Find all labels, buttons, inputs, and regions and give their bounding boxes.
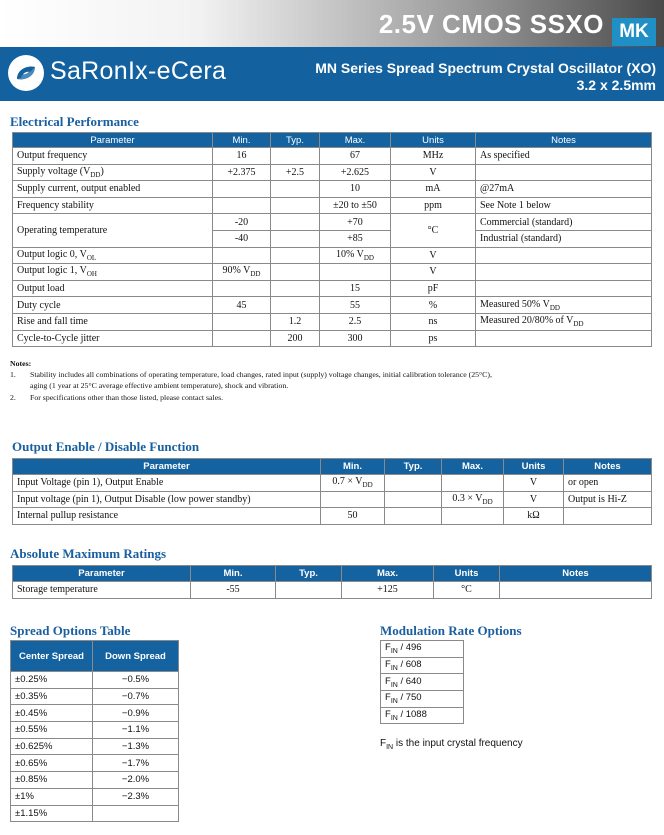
notes-cell bbox=[476, 264, 652, 281]
column-header: Parameter bbox=[13, 566, 191, 582]
parameter-cell: Supply current, output enabled bbox=[13, 181, 213, 198]
max-cell: 10% $V_{DD}$ bbox=[320, 247, 391, 264]
spread-options-table bbox=[10, 640, 179, 822]
company-logo-icon bbox=[8, 55, 44, 91]
modulation-note: $F_{IN}$ is the input crystal frequency bbox=[380, 738, 523, 751]
typ-cell bbox=[271, 264, 320, 281]
modulation-rate-cell: $F_{IN} / 640$ bbox=[381, 674, 464, 691]
notes-cell bbox=[476, 247, 652, 264]
modulation-rate-title: Modulation Rate Options bbox=[380, 623, 522, 638]
max-cell: 2.5 bbox=[320, 313, 391, 330]
column-header: Min. bbox=[321, 459, 385, 475]
modulation-rate-cell: $F_{IN} / 608$ bbox=[381, 657, 464, 674]
company-logo-text: SaRonIx-eCera bbox=[50, 57, 227, 85]
max-cell: 67 bbox=[320, 148, 391, 165]
center-spread-cell: ±0.25% bbox=[11, 672, 93, 689]
units-cell: ps bbox=[391, 330, 476, 347]
modulation-rate-cell: $F_{IN} / 496$ bbox=[381, 641, 464, 658]
table-header-row bbox=[11, 641, 179, 672]
max-cell: 55 bbox=[320, 297, 391, 314]
table-row bbox=[13, 582, 652, 599]
table-row bbox=[13, 330, 652, 347]
column-header: Typ. bbox=[276, 566, 342, 582]
min-cell bbox=[213, 280, 271, 297]
modulation-rate-cell: $F_{IN} / 1088$ bbox=[381, 707, 464, 724]
center-spread-cell: ±0.65% bbox=[11, 755, 93, 772]
product-title: 2.5V CMOS SSXO bbox=[378, 9, 604, 39]
modulation-rate-cell: $F_{IN} / 750$ bbox=[381, 691, 464, 708]
down-spread-cell: −0.7% bbox=[93, 688, 179, 705]
notes-cell: Measured 50% $V_{DD}$ bbox=[476, 297, 652, 314]
down-spread-cell: −1.1% bbox=[93, 722, 179, 739]
parameter-cell: Rise and fall time bbox=[13, 313, 213, 330]
notes-cell: As specified bbox=[476, 148, 652, 165]
min-cell: -55 bbox=[191, 582, 276, 599]
parameter-cell: Supply voltage $(V_{DD})$ bbox=[13, 164, 213, 181]
absolute-max-table bbox=[12, 565, 652, 599]
min-cell: -20 bbox=[213, 214, 271, 231]
table-row bbox=[13, 247, 652, 264]
center-spread-cell: ±1% bbox=[11, 788, 93, 805]
note-number: 2. bbox=[10, 393, 16, 402]
typ-cell bbox=[271, 214, 320, 231]
typ-cell: 200 bbox=[271, 330, 320, 347]
min-cell: 16 bbox=[213, 148, 271, 165]
table-header-row bbox=[13, 133, 652, 148]
down-spread-cell: −0.9% bbox=[93, 705, 179, 722]
max-cell: +2.625 bbox=[320, 164, 391, 181]
typ-cell: 1.2 bbox=[271, 313, 320, 330]
table-row bbox=[13, 475, 652, 492]
table-row bbox=[381, 707, 464, 724]
typ-cell bbox=[271, 230, 320, 247]
max-cell: +70 bbox=[320, 214, 391, 231]
units-cell: V bbox=[391, 164, 476, 181]
typ-cell bbox=[271, 297, 320, 314]
center-spread-cell: ±0.35% bbox=[11, 688, 93, 705]
package-size: 3.2 x 2.5mm bbox=[576, 77, 656, 93]
column-header: Center Spread bbox=[11, 641, 93, 672]
column-header: Parameter bbox=[13, 133, 213, 148]
product-subtitle: MN Series Spread Spectrum Crystal Oscillator (XO) bbox=[315, 60, 656, 76]
center-spread-cell: ±0.55% bbox=[11, 722, 93, 739]
typ-cell: +2.5 bbox=[271, 164, 320, 181]
column-header: Notes bbox=[476, 133, 652, 148]
notes-cell bbox=[476, 164, 652, 181]
table-row bbox=[381, 674, 464, 691]
table-row bbox=[11, 705, 179, 722]
down-spread-cell bbox=[93, 805, 179, 822]
notes-cell: Measured 20/80% of $V_{DD}$ bbox=[476, 313, 652, 330]
typ-cell bbox=[271, 247, 320, 264]
min-cell: -40 bbox=[213, 230, 271, 247]
table-row bbox=[13, 297, 652, 314]
parameter-cell: Output load bbox=[13, 280, 213, 297]
table-row bbox=[381, 691, 464, 708]
notes-cell: Industrial (standard) bbox=[476, 230, 652, 247]
table-row bbox=[13, 197, 652, 214]
max-cell: +125 bbox=[342, 582, 434, 599]
typ-cell bbox=[276, 582, 342, 599]
down-spread-cell: −0.5% bbox=[93, 672, 179, 689]
table-row bbox=[13, 214, 652, 231]
max-cell bbox=[442, 508, 504, 525]
column-header: Down Spread bbox=[93, 641, 179, 672]
min-cell bbox=[213, 330, 271, 347]
column-header: Units bbox=[391, 133, 476, 148]
units-cell: ns bbox=[391, 313, 476, 330]
table-row bbox=[381, 641, 464, 658]
units-cell: V bbox=[391, 247, 476, 264]
center-spread-cell: ±0.85% bbox=[11, 772, 93, 789]
parameter-cell: Duty cycle bbox=[13, 297, 213, 314]
center-spread-cell: ±1.15% bbox=[11, 805, 93, 822]
typ-cell bbox=[271, 197, 320, 214]
notes-cell bbox=[500, 582, 652, 599]
notes-cell bbox=[476, 330, 652, 347]
column-header: Notes bbox=[500, 566, 652, 582]
min-cell bbox=[213, 247, 271, 264]
units-cell: MHz bbox=[391, 148, 476, 165]
min-cell bbox=[213, 313, 271, 330]
min-cell: 50 bbox=[321, 508, 385, 525]
typ-cell bbox=[385, 475, 442, 492]
min-cell: $0.7 \times V_{DD}$ bbox=[321, 475, 385, 492]
down-spread-cell: −2.3% bbox=[93, 788, 179, 805]
max-cell: 10 bbox=[320, 181, 391, 198]
max-cell: $0.3 \times V_{DD}$ bbox=[442, 491, 504, 508]
max-cell: 300 bbox=[320, 330, 391, 347]
parameter-cell: Frequency stability bbox=[13, 197, 213, 214]
units-cell: V bbox=[504, 491, 564, 508]
column-header: Min. bbox=[213, 133, 271, 148]
column-header: Units bbox=[434, 566, 500, 582]
table-row bbox=[11, 772, 179, 789]
output-enable-title: Output Enable / Disable Function bbox=[12, 439, 200, 454]
typ-cell bbox=[385, 491, 442, 508]
units-cell: % bbox=[391, 297, 476, 314]
parameter-cell: Internal pullup resistance bbox=[13, 508, 321, 525]
notes-cell bbox=[564, 508, 652, 525]
note-text: aging (1 year at 25°C average effective ambient temperature), shock and vibration. bbox=[30, 381, 289, 390]
max-cell: ±20 to ±50 bbox=[320, 197, 391, 214]
units-cell: V bbox=[504, 475, 564, 492]
units-cell: pF bbox=[391, 280, 476, 297]
parameter-cell: Cycle-to-Cycle jitter bbox=[13, 330, 213, 347]
table-header-row bbox=[13, 566, 652, 582]
parameter-cell: Output logic 1, $V_{OH}$ bbox=[13, 264, 213, 281]
note-text: Stability includes all combinations of operating temperature, load changes, rated input (supply) voltage changes, initial calibration tolerance (25°C), bbox=[30, 370, 492, 379]
parameter-cell: Output logic 0, $V_{OL}$ bbox=[13, 247, 213, 264]
notes-cell: @27mA bbox=[476, 181, 652, 198]
table-row bbox=[11, 722, 179, 739]
max-cell bbox=[320, 264, 391, 281]
table-row bbox=[13, 264, 652, 281]
notes-cell bbox=[476, 280, 652, 297]
down-spread-cell: −1.7% bbox=[93, 755, 179, 772]
series-badge: MK bbox=[612, 18, 656, 46]
notes-cell: Commercial (standard) bbox=[476, 214, 652, 231]
min-cell: 90% $V_{DD}$ bbox=[213, 264, 271, 281]
units-cell: kΩ bbox=[504, 508, 564, 525]
down-spread-cell: −2.0% bbox=[93, 772, 179, 789]
column-header: Max. bbox=[442, 459, 504, 475]
max-cell: +85 bbox=[320, 230, 391, 247]
min-cell: +2.375 bbox=[213, 164, 271, 181]
typ-cell bbox=[271, 148, 320, 165]
absolute-max-title: Absolute Maximum Ratings bbox=[10, 546, 167, 561]
column-header: Max. bbox=[342, 566, 434, 582]
table-row bbox=[11, 688, 179, 705]
table-row bbox=[11, 672, 179, 689]
typ-cell bbox=[271, 280, 320, 297]
note-text: For specifications other than those listed, please contact sales. bbox=[30, 393, 224, 402]
modulation-rate-table bbox=[380, 640, 464, 724]
min-cell bbox=[321, 491, 385, 508]
typ-cell bbox=[385, 508, 442, 525]
table-row bbox=[13, 508, 652, 525]
table-row bbox=[13, 313, 652, 330]
spread-options-title: Spread Options Table bbox=[10, 623, 131, 638]
electrical-performance-table bbox=[12, 132, 652, 347]
table-header-row bbox=[13, 459, 652, 475]
units-cell: V bbox=[391, 264, 476, 281]
center-spread-cell: ±0.625% bbox=[11, 738, 93, 755]
table-row bbox=[13, 491, 652, 508]
max-cell bbox=[442, 475, 504, 492]
table-row bbox=[13, 181, 652, 198]
typ-cell bbox=[271, 181, 320, 198]
notes-cell: Output is Hi-Z bbox=[564, 491, 652, 508]
units-cell: ppm bbox=[391, 197, 476, 214]
units-cell: °C bbox=[434, 582, 500, 599]
table-row bbox=[11, 755, 179, 772]
column-header: Notes bbox=[564, 459, 652, 475]
units-cell: °C bbox=[391, 214, 476, 247]
table-row bbox=[11, 788, 179, 805]
column-header: Max. bbox=[320, 133, 391, 148]
table-row bbox=[11, 738, 179, 755]
table-row bbox=[13, 280, 652, 297]
parameter-cell: Input voltage (pin 1), Output Disable (low power standby) bbox=[13, 491, 321, 508]
column-header: Typ. bbox=[271, 133, 320, 148]
note-number: 1. bbox=[10, 370, 16, 379]
parameter-cell: Output frequency bbox=[13, 148, 213, 165]
notes-cell: or open bbox=[564, 475, 652, 492]
parameter-cell: Storage temperature bbox=[13, 582, 191, 599]
column-header: Typ. bbox=[385, 459, 442, 475]
units-cell: mA bbox=[391, 181, 476, 198]
center-spread-cell: ±0.45% bbox=[11, 705, 93, 722]
down-spread-cell: −1.3% bbox=[93, 738, 179, 755]
table-row bbox=[11, 805, 179, 822]
table-row bbox=[13, 164, 652, 181]
max-cell: 15 bbox=[320, 280, 391, 297]
notes-heading: Notes: bbox=[10, 359, 32, 368]
min-cell bbox=[213, 197, 271, 214]
output-enable-table bbox=[12, 458, 652, 525]
column-header: Min. bbox=[191, 566, 276, 582]
table-row bbox=[13, 148, 652, 165]
column-header: Parameter bbox=[13, 459, 321, 475]
min-cell bbox=[213, 181, 271, 198]
table-row bbox=[381, 657, 464, 674]
parameter-cell: Input Voltage (pin 1), Output Enable bbox=[13, 475, 321, 492]
electrical-performance-title: Electrical Performance bbox=[10, 114, 139, 129]
parameter-cell: Operating temperature bbox=[13, 214, 213, 247]
column-header: Units bbox=[504, 459, 564, 475]
notes-cell: See Note 1 below bbox=[476, 197, 652, 214]
min-cell: 45 bbox=[213, 297, 271, 314]
